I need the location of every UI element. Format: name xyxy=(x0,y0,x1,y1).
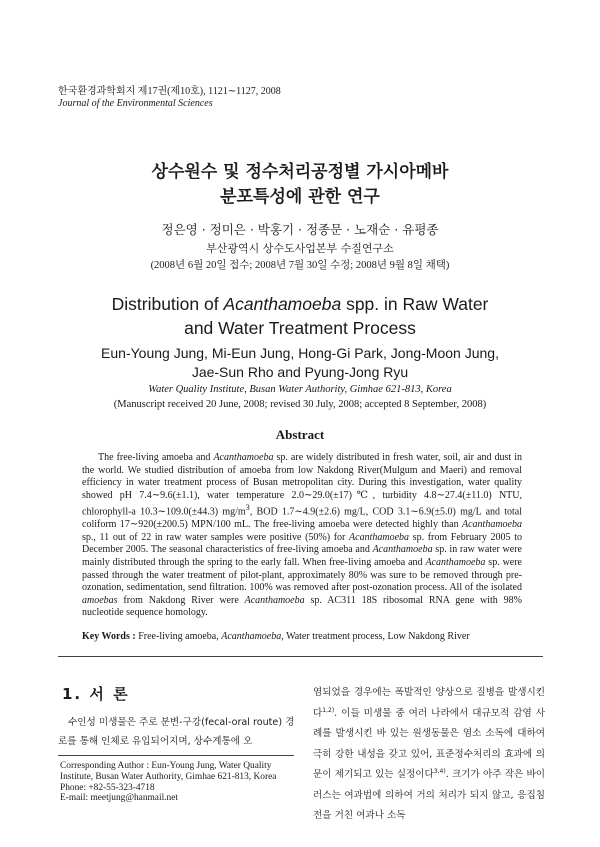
dates-korean: (2008년 6월 20일 접수; 2008년 7월 30일 수정; 2008년 9월 8일 채택) xyxy=(150,260,450,271)
title-korean-line1: 상수원수 및 정수처리공정별 가시아메바 xyxy=(151,162,449,182)
intro-right-column: 염되었을 경우에는 폭발적인 양상으로 질병을 발생시킨다$^{1,2)}$. 이들 미생물 중 여러 나라에서 대규모적 감염 사례를 발생시킨 바 있는 원생동물은 염소 소독에 대하여 극히 강한 내성을 갖고 있어, 표준정수처리의 효과에 의문이 제기되고 있는 실정이다$^{3,4)}$. 크기가 아주 작은 바이러스는 여과법에 의하여 거의 처리가 되지 않고, 응집침전을 거친 여과나 소독 xyxy=(313,687,545,821)
title-english-line2: and Water Treatment Process xyxy=(184,318,416,338)
journal-name: Journal of the Environmental Sciences xyxy=(58,98,213,109)
keywords-divider xyxy=(58,656,543,657)
section-title-introduction: 1. 서 론 xyxy=(62,685,130,703)
title-english-line1: Distribution of Acanthamoeba spp. in Raw Water xyxy=(111,294,489,314)
keywords: Key Words : Free-living amoeba, Acanthamoeba, Water treatment process, Low Nakdong River xyxy=(82,631,470,642)
dates-english: (Manuscript received 20 June, 2008; revised 30 July, 2008; accepted 8 September, 2008) xyxy=(113,399,487,410)
authors-korean: 정은영 · 정미은 · 박홍기 · 정종문 · 노재순 · 유평종 xyxy=(161,222,439,237)
abstract-heading: Abstract xyxy=(275,427,325,442)
title-english xyxy=(0,292,600,340)
institution-korean: 부산광역시 상수도사업본부 수질연구소 xyxy=(206,242,394,255)
institution-english: Water Quality Institute, Busan Water Authority, Gimhae 621-813, Korea xyxy=(148,384,452,395)
title-korean xyxy=(0,160,600,210)
journal-citation: 한국환경과학회지 제17권(제10호), 1121∼1127, 2008 xyxy=(58,86,281,97)
title-korean-line2: 분포특성에 관한 연구 xyxy=(220,187,380,207)
footnote-divider xyxy=(58,755,294,756)
corresponding-author-footnote: Corresponding Author : Eun-Young Jung, Water Quality Institute, Busan Water Authority, Gimhae 621-813, Korea Phone: +82-55-323-4718 E-mail: meetjung@hanmail.net xyxy=(60,761,277,804)
intro-left-column: 수인성 미생물은 주로 분변-구강(fecal-oral route) 경로를 통해 인체로 유입되어지며, 상수계통에 오 xyxy=(58,717,295,747)
journal-header xyxy=(58,86,281,110)
authors-english: Eun-Young Jung, Mi-Eun Jung, Hong-Gi Park, Jong-Moon Jung, Jae-Sun Rho and Pyung-Jong Ryu xyxy=(101,345,499,380)
abstract-body: The free-living amoeba and Acanthamoeba sp. are widely distributed in fresh water, soil, air and dust in the world. We studied distribution of amoeba from low Nakdong River(Mulgum and Maeri) and removal efficiency in water treatment process of Busan metropolitan city. During this investigation, water quality showed pH 7.4∼9.6(±1.1), water temperature 2.0∼29.0(±17)℃, turbidity 4.8∼27.4(±11.0) NTU, chlorophyll-a 10.3∼109.0(±44.3) $mg/m^3$, BOD 1.7∼4.9(±2.6) mg/L, COD 3.1∼6.9(±5.0) mg/L and total coliform 17∼920(±200.5) MPN/100 mL. The free-living amoeba were detected highly than Acanthamoeba sp., 11 out of 22 in raw water samples were positive (50%) for Acanthamoeba sp. from February 2005 to December 2005. The seasonal characteristics of free-living amoeba and Acanthamoeba sp. in raw water were mainly distributed through the spring to the early fall. When free-living amoeba and Acanthamoeba sp. were passed through the water treatment of pilot-plant, approximately 80% was sure to be removed through pre-ozonation, sedimentation, send filtration. 100% was removed after post-ozonation process. All of the isolated amoebas from Nakdong River were Acanthamoeba sp. AC311 18S ribosomal RNA gene with 98% nucleotide sequence homology. xyxy=(82,452,523,619)
genus-name: Acanthamoeba xyxy=(223,294,342,314)
